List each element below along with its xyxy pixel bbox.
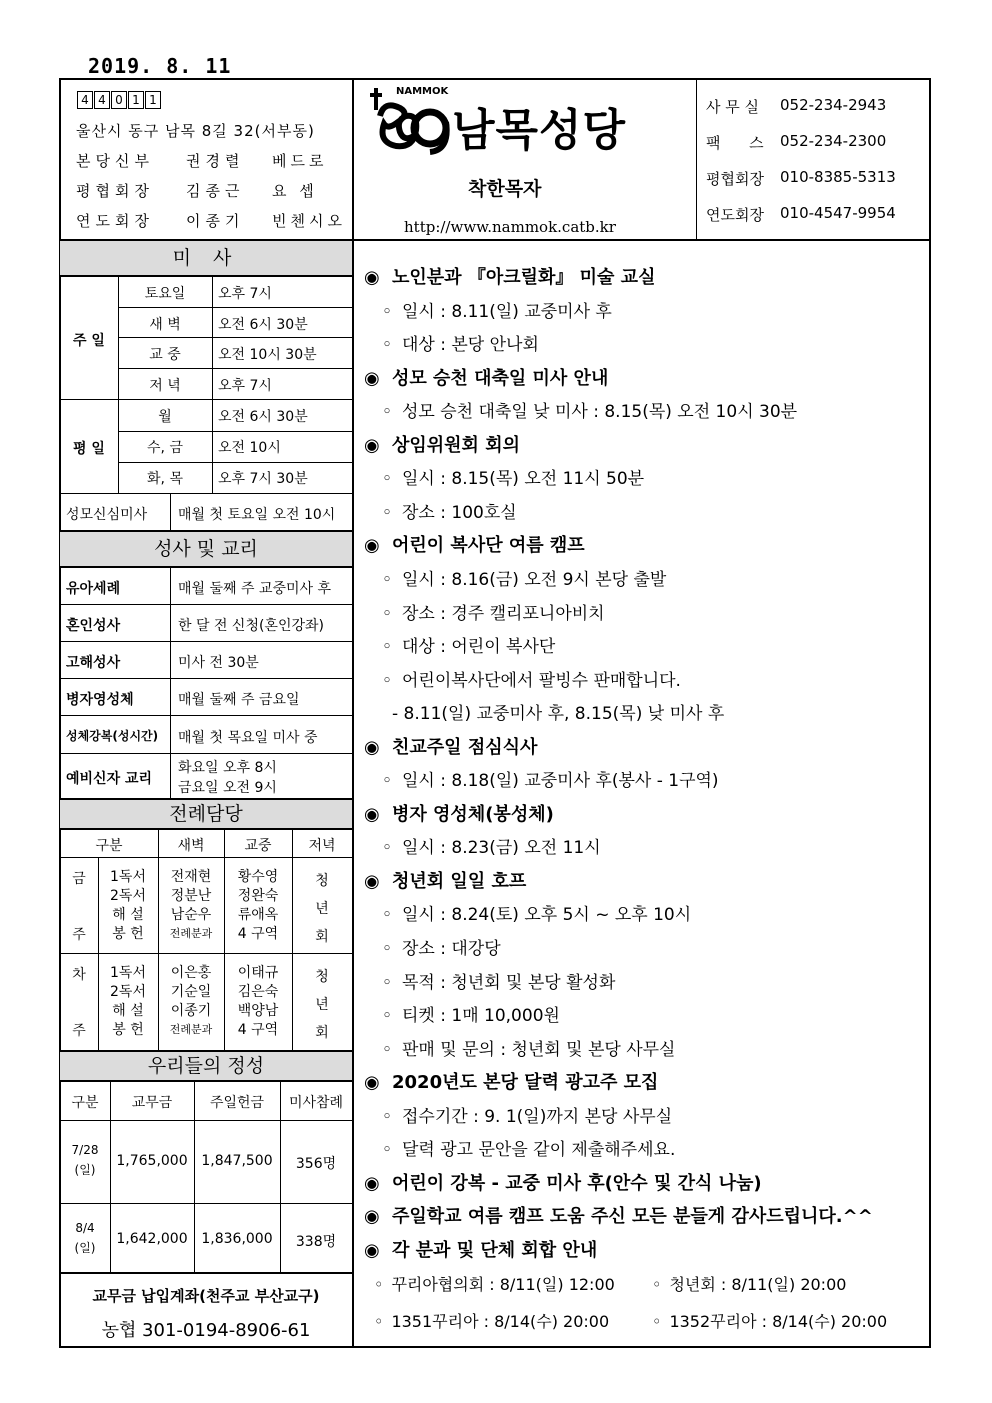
liturgy-main: 류애옥	[237, 907, 279, 923]
offering-title: 우리들의 정성	[60, 1052, 352, 1080]
contact-number[interactable]: 052-234-2300	[780, 132, 887, 150]
sacrament-name: 병자영성체	[66, 692, 134, 708]
notice-text: 일시 : 8.23(금) 오전 11시	[402, 838, 601, 859]
liturgy-header: 저녁	[308, 838, 336, 854]
liturgy-dawn: 정분난	[170, 888, 212, 904]
notice-bullet: ◦	[382, 1140, 393, 1161]
meeting-text: 청년회 : 8/11(일) 20:00	[669, 1275, 847, 1294]
notice-bullet: ◉	[364, 1206, 380, 1228]
meeting-text: 꾸리아협의회 : 8/11(일) 12:00	[391, 1275, 615, 1294]
offering-date: (일)	[74, 1163, 96, 1177]
notice-bullet: ◦	[382, 603, 393, 624]
meeting-item	[652, 1309, 887, 1332]
notice-bullet: ◉	[364, 367, 380, 389]
person-role: 연도회장	[76, 212, 154, 230]
meeting-bullet: ◦	[652, 1312, 662, 1331]
offering-dues: 1,765,000	[116, 1153, 188, 1169]
offering-dues: 1,642,000	[116, 1231, 188, 1247]
notice-text: 병자 영성체(봉성체)	[392, 803, 554, 825]
notice-text: 목적 : 청년회 및 본당 활성화	[402, 972, 616, 993]
mass-day: 월	[158, 409, 172, 425]
notice-bullet: ◉	[364, 267, 380, 288]
notice-text: 각 분과 및 단체 회합 안내	[392, 1239, 598, 1261]
notice-text: 장소 : 대강당	[402, 939, 501, 959]
rule	[60, 1272, 352, 1274]
person-role: 평협회장	[76, 182, 154, 200]
liturgy-role: 해 설	[112, 907, 144, 923]
notice-item	[382, 1135, 675, 1160]
liturgy-title: 전례담당	[60, 800, 352, 828]
liturgy-dawn: 남순우	[170, 907, 212, 923]
person-name: 권경렬	[186, 152, 245, 170]
postal-code	[77, 91, 162, 109]
notice-heading	[364, 431, 520, 457]
notice-text: 성모 승천 대축일 미사 안내	[392, 367, 609, 389]
contact-label: 사 무 실	[706, 98, 760, 116]
sacrament-desc: 한 달 전 신청(혼인강좌)	[178, 618, 324, 634]
notice-bullet: ◉	[364, 1072, 380, 1094]
notice-text: 대상 : 어린이 복사단	[402, 637, 556, 658]
postal-digit: 0	[111, 91, 127, 109]
rule	[170, 567, 171, 799]
account-number: 농협 301-0194-8906-61	[101, 1320, 311, 1341]
notice-text: 어린이 복사단 여름 캠프	[392, 535, 585, 557]
notice-text: 달력 광고 문안을 같이 제출해주세요.	[402, 1140, 676, 1161]
notice-item	[382, 968, 615, 993]
address: 울산시 동구 남목 8길 32(서부동)	[76, 122, 315, 140]
liturgy-main: 4 구역	[237, 926, 279, 942]
offering-date: 7/28	[71, 1143, 99, 1157]
notice-bullet: ◉	[364, 434, 380, 456]
liturgy-main: 4 구역	[237, 1022, 279, 1038]
notice-text: 2020년도 본당 달력 광고주 모집	[392, 1072, 659, 1094]
notice-bullet: ◦	[382, 1106, 393, 1127]
meeting-text: 1352꾸리아 : 8/14(수) 20:00	[669, 1312, 888, 1331]
week-char: 차	[72, 967, 86, 983]
notice-item	[382, 766, 719, 791]
mass-day: 토요일	[144, 286, 186, 302]
notice-bullet: ◦	[382, 469, 393, 490]
liturgy-role: 봉 헌	[112, 1022, 144, 1038]
notice-bullet: ◦	[382, 771, 393, 792]
notice-text: 주일학교 여름 캠프 도움 주신 모든 분들게 감사드립니다.^^	[392, 1206, 873, 1228]
sacrament-desc: 미사 전 30분	[178, 655, 259, 671]
sacrament-desc: 매월 첫 목요일 미사 중	[178, 730, 318, 746]
offering-date: 8/4	[75, 1221, 95, 1235]
mass-day: 교 중	[149, 347, 181, 364]
notice-bullet: ◉	[364, 1172, 380, 1194]
meeting-bullet: ◦	[374, 1275, 384, 1294]
catechumen-time: 화요일 오후 8시	[178, 760, 277, 776]
notice-text: 성모 승천 대축일 낮 미사 : 8.15(목) 오전 10시 30분	[402, 402, 798, 423]
liturgy-evening: 회	[315, 929, 329, 945]
offering-header: 미사참례	[288, 1095, 344, 1111]
offering-collection: 1,847,500	[201, 1153, 273, 1169]
liturgy-main: 황수영	[237, 869, 279, 885]
rule	[60, 1203, 352, 1204]
notice-text: 일시 : 8.18(일) 교중미사 후(봉사 - 1구역)	[402, 771, 719, 792]
person-saint: 빈첸시오	[272, 212, 346, 230]
sacrament-name: 유아세례	[66, 581, 121, 597]
notice-item	[382, 666, 681, 691]
sacrament-name: 고해성사	[66, 655, 121, 671]
notice-bullet: ◉	[364, 803, 380, 825]
notice-text: - 8.11(일) 교중미사 후, 8.15(목) 낮 미사 후	[392, 704, 725, 725]
parish-logo	[370, 86, 460, 160]
liturgy-header: 구분	[95, 838, 123, 854]
special-mass-label: 성모신심미사	[66, 507, 148, 523]
notice-text: 대상 : 본당 안나회	[402, 335, 539, 356]
special-mass-time: 매월 첫 토요일 오전 10시	[178, 507, 336, 523]
notice-heading	[364, 1202, 873, 1228]
logo-small-text: NAMMOK	[396, 86, 449, 97]
rule	[118, 462, 352, 463]
liturgy-main: 백양남	[237, 1003, 279, 1019]
notice-heading	[364, 263, 655, 289]
column-divider	[352, 78, 354, 1348]
mass-day: 화, 목	[147, 471, 183, 487]
offering-attendance: 338명	[295, 1234, 337, 1250]
notice-text: 친교주일 점심식사	[392, 736, 538, 758]
mass-time: 오전 10시	[218, 440, 281, 456]
notice-heading	[364, 1236, 597, 1262]
meeting-item	[374, 1272, 615, 1295]
liturgy-evening: 청	[315, 873, 329, 889]
contact-label: 평협회장	[706, 170, 764, 188]
rule	[60, 399, 352, 400]
person-name: 김종근	[186, 182, 245, 200]
liturgy-dawn: 전례분과	[169, 1023, 213, 1036]
notice-bullet: ◦	[382, 502, 393, 523]
notice-bullet: ◦	[382, 972, 393, 993]
rule	[60, 715, 352, 716]
notice-bullet: ◉	[364, 870, 380, 892]
mass-time: 오전 6시 30분	[218, 409, 308, 425]
notice-item	[382, 565, 666, 590]
notice-heading	[364, 1068, 658, 1094]
liturgy-dawn: 기순일	[170, 984, 212, 1000]
rule	[60, 1120, 352, 1121]
liturgy-evening: 년	[315, 901, 329, 917]
notice-bullet: ◉	[364, 1239, 380, 1261]
liturgy-dawn: 전재현	[170, 869, 212, 885]
notice-text: 어린이복사단에서 팔빙수 판매합니다.	[402, 670, 681, 691]
liturgy-evening: 년	[315, 997, 329, 1013]
offering-header: 교무금	[131, 1095, 173, 1111]
notice-text: 일시 : 8.11(일) 교중미사 후	[402, 301, 612, 322]
notice-item	[382, 632, 555, 657]
meeting-text: 1351꾸리아 : 8/14(수) 20:00	[391, 1312, 610, 1331]
sacrament-name: 성체강복(성시간)	[66, 729, 159, 743]
rule	[212, 276, 213, 493]
notice-item	[382, 1035, 675, 1060]
person-saint: 베드로	[272, 152, 328, 170]
offering-header: 주일헌금	[209, 1095, 265, 1111]
liturgy-main: 이태규	[237, 965, 279, 981]
rule	[60, 604, 352, 605]
notice-bullet: ◦	[382, 838, 393, 859]
notice-bullet: ◦	[382, 939, 393, 959]
notice-bullet: ◉	[364, 535, 380, 557]
sacrament-desc: 매월 둘째 주 교중미사 후	[178, 581, 332, 597]
notice-text: 장소 : 100호실	[402, 502, 517, 523]
offering-date: (일)	[74, 1241, 96, 1255]
sacrament-name: 혼인성사	[66, 618, 121, 634]
notice-text: 일시 : 8.24(토) 오후 5시 ~ 오후 10시	[402, 905, 692, 926]
notice-text: 접수기간 : 9. 1(일)까지 본당 사무실	[402, 1106, 673, 1127]
rule	[60, 566, 352, 568]
notice-item	[382, 498, 517, 523]
contact-label: 팩 스	[706, 134, 764, 152]
notice-heading	[364, 531, 585, 557]
postal-digit: 1	[145, 91, 161, 109]
mass-day: 새 벽	[149, 316, 181, 333]
offering-attendance: 356명	[295, 1156, 337, 1172]
notice-text: 일시 : 8.15(목) 오전 11시 50분	[402, 469, 645, 490]
notice-item	[382, 397, 797, 422]
notice-item	[382, 900, 691, 925]
liturgy-role: 해 설	[112, 1003, 144, 1019]
bulletin-date: 2019. 8. 11	[88, 54, 232, 78]
mass-day: 저 녁	[149, 377, 181, 394]
notice-text: 판매 및 문의 : 청년회 및 본당 사무실	[402, 1039, 676, 1060]
notice-item	[382, 1102, 672, 1127]
rule	[60, 493, 352, 494]
liturgy-role: 1독서	[110, 869, 146, 885]
notice-bullet: ◦	[382, 402, 393, 423]
notice-item	[382, 934, 501, 959]
notice-item	[382, 833, 601, 858]
sacraments-title: 성사 및 교리	[60, 532, 352, 566]
notice-text: 상임위원회 회의	[392, 434, 520, 456]
rule	[60, 857, 352, 858]
meeting-item	[374, 1309, 609, 1332]
rule	[118, 337, 352, 338]
mass-time: 오후 7시	[218, 377, 272, 394]
liturgy-role: 봉 헌	[112, 926, 144, 942]
notice-bullet: ◦	[382, 1006, 393, 1027]
notice-item	[382, 1001, 560, 1026]
liturgy-main: 김은숙	[237, 984, 279, 1000]
notice-item	[382, 464, 644, 489]
notice-bullet: ◦	[382, 335, 393, 356]
contact-label: 연도회장	[706, 206, 764, 224]
mass-time: 오후 7시	[218, 286, 272, 302]
notice-heading	[364, 867, 526, 893]
notice-bullet: ◦	[382, 670, 393, 691]
person-name: 이종기	[186, 212, 245, 230]
mass-time: 오전 10시 30분	[218, 347, 317, 364]
catechumen-time: 금요일 오전 9시	[178, 780, 277, 796]
liturgy-evening: 청	[315, 969, 329, 985]
rule	[60, 678, 352, 679]
slogan: 착한목자	[468, 178, 542, 200]
catechumen-label: 예비신자 교리	[66, 771, 153, 787]
postal-digit: 4	[94, 91, 110, 109]
notice-text: 어린이 강복 - 교중 미사 후(안수 및 간식 나눔)	[392, 1172, 762, 1194]
offering-header: 구분	[71, 1095, 99, 1111]
week-char: 주	[72, 927, 86, 943]
rule	[60, 953, 352, 954]
rule	[60, 641, 352, 642]
liturgy-role: 2독서	[110, 984, 146, 1000]
rule	[118, 307, 352, 308]
notice-detail	[392, 699, 724, 724]
parish-url[interactable]: http://www.nammok.catb.kr	[404, 218, 616, 236]
notice-bullet: ◦	[382, 637, 393, 658]
liturgy-dawn: 전례분과	[169, 927, 213, 940]
sacrament-desc: 매월 둘째 주 금요일	[178, 692, 300, 708]
notice-text: 노인분과 『아크릴화』 미술 교실	[392, 267, 656, 288]
rule	[60, 753, 352, 754]
liturgy-dawn: 이은홍	[170, 965, 212, 981]
notice-text: 청년회 일일 호프	[392, 870, 527, 892]
contact-number[interactable]: 010-4547-9954	[780, 204, 896, 222]
liturgy-dawn: 이종기	[170, 1003, 212, 1019]
notice-item	[382, 330, 539, 355]
rule	[170, 494, 171, 531]
meeting-bullet: ◦	[374, 1312, 384, 1331]
postal-digit: 4	[77, 91, 93, 109]
notice-bullet: ◦	[382, 1039, 393, 1060]
account-label: 교무금 납입계좌(천주교 부산교구)	[92, 1287, 320, 1305]
notice-heading	[364, 733, 537, 759]
liturgy-role: 1독서	[110, 965, 146, 981]
notice-heading	[364, 364, 608, 390]
contact-divider	[696, 78, 697, 239]
mass-time: 오후 7시 30분	[218, 471, 308, 487]
notice-text: 일시 : 8.16(금) 오전 9시 본당 출발	[402, 569, 667, 590]
rule	[118, 368, 352, 369]
week-char: 주	[72, 1023, 86, 1039]
weekday-label: 평 일	[73, 441, 105, 457]
notice-item	[382, 297, 612, 322]
mass-day: 수, 금	[147, 440, 183, 456]
offering-collection: 1,836,000	[201, 1231, 273, 1247]
rule	[118, 431, 352, 432]
sunday-label: 주 일	[73, 333, 105, 349]
liturgy-header: 교중	[244, 838, 272, 854]
contact-number[interactable]: 052-234-2943	[780, 96, 887, 114]
notice-heading	[364, 1169, 762, 1195]
mass-time: 오전 6시 30분	[218, 316, 308, 333]
notice-bullet: ◦	[382, 905, 393, 926]
postal-digit: 1	[128, 91, 144, 109]
meeting-bullet: ◦	[652, 1275, 662, 1294]
rule	[60, 1080, 352, 1082]
person-role: 본당신부	[76, 152, 154, 170]
contact-number[interactable]: 010-8385-5313	[780, 168, 896, 186]
notice-text: 티켓 : 1매 10,000원	[402, 1006, 560, 1027]
person-saint: 요 셉	[272, 182, 318, 200]
notice-heading	[364, 800, 554, 826]
parish-name: 남목성당	[452, 105, 627, 156]
liturgy-evening: 회	[315, 1025, 329, 1041]
meeting-item	[652, 1272, 846, 1295]
liturgy-header: 새벽	[177, 838, 205, 854]
notice-bullet: ◦	[382, 569, 393, 590]
week-char: 금	[72, 871, 86, 887]
rule	[60, 275, 352, 277]
notice-text: 장소 : 경주 캘리포니아비치	[402, 603, 605, 624]
rule	[60, 828, 352, 830]
liturgy-role: 2독서	[110, 888, 146, 904]
notice-bullet: ◦	[382, 301, 393, 322]
notice-item	[382, 599, 605, 624]
mass-title: 미 사	[60, 241, 352, 275]
liturgy-main: 정완숙	[237, 888, 279, 904]
notice-bullet: ◉	[364, 736, 380, 758]
